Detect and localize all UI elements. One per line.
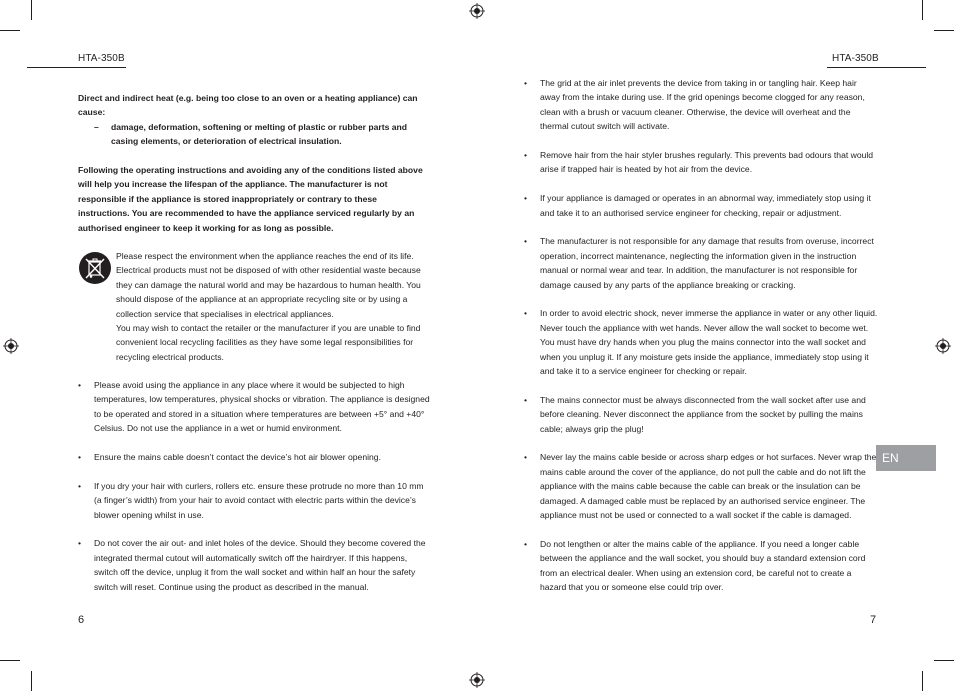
bullet-marker: • (78, 452, 82, 463)
list-item (524, 76, 878, 134)
model-header: HTA-350B (78, 53, 125, 64)
bullet-marker: • (524, 236, 528, 247)
dash-marker: – (94, 122, 99, 132)
bullet-marker: • (78, 480, 82, 491)
bullet-marker: • (524, 538, 528, 549)
bullet-marker: • (524, 193, 528, 204)
left-bullet-list (78, 378, 432, 608)
list-item-text: Do not lengthen or alter the mains cable of the appliance. If you need a longer cable between the appliance and the wall socket, you should buy a standard extension cord from an electrical dealer. When using an extension cord, be careful not to create a hazard that you or someone else could trip over. (540, 538, 866, 593)
list-item-text: Remove hair from the hair styler brushes regularly. This prevents bad odours that would arise if trapped hair is heated by hot air from the device. (540, 150, 874, 175)
list-item-text: The grid at the air inlet prevents the device from taking in or tangling hair. Keep hair away from the intake during use. If the grid openings become clogged for any reason, clean with a brush or vacuum cleaner. Otherwise, the device will overheat and the thermal cutout switch will activate. (540, 78, 865, 132)
list-item-text: Do not cover the air out- and inlet holes of the device. Should they become covered the integrated thermal cutout will automatically switch off the hairdryer. If this happens, switch off the device, unplug it from the wall socket and within half an hour the safety switch will reset. Continue using the product as described in the manual. (94, 538, 426, 592)
lifespan-paragraph: Following the operating instructions and avoiding any of the conditions listed above will help you increase the lifespan of the appliance. The manufacturer is not responsible if the appliance is stored inappropriately or contrary to these instructions. You are recommended to have the appliance serviced regularly by an authorised engineer to keep it working for as long as possible. (78, 165, 423, 233)
list-item-text: Ensure the mains cable doesn’t contact the device’s hot air blower opening. (94, 452, 381, 463)
bullet-marker: • (524, 308, 528, 319)
bullet-marker: • (524, 452, 528, 463)
retailer-paragraph: You may wish to contact the retailer or the manufacturer if you are unable to find convenient local recycling facilities as they have some legal responsibilities for recycling electrical products. (116, 323, 421, 362)
header-rule (827, 67, 926, 68)
list-item (524, 306, 878, 378)
list-item (524, 234, 878, 292)
list-item (78, 378, 432, 436)
environment-notice (116, 249, 430, 364)
list-item (78, 479, 432, 522)
heat-heading: Direct and indirect heat (e.g. being too close to an oven or a heating appliance) can cause: (78, 93, 418, 118)
page-number: 6 (78, 614, 85, 626)
list-item-text: Please avoid using the appliance in any place where it would be subjected to high temperatures, low temperatures, physical shocks or vibration. The appliance is designed to be operated and stored in a situation where temperatures are between +5° and +40° Celsius. Do not use the appliance in a wet or humid environment. (94, 380, 430, 434)
list-item (524, 537, 878, 595)
list-item-text: The manufacturer is not responsible for any damage that results from overuse, incorrect operation, incorrect maintenance, neglecting the information given in the instruction manual or normal wear and tear. In addition, the manufacturer is not responsible for damage caused by any parts of the appliance breaking or cracking. (540, 236, 874, 290)
bullet-marker: • (524, 394, 528, 405)
list-item (524, 393, 878, 436)
crossed-out-wheelie-bin-icon (79, 252, 111, 284)
list-item (524, 450, 878, 522)
right-bullet-list (524, 76, 878, 609)
header-rule (27, 67, 126, 68)
list-item (524, 191, 878, 220)
list-item-text: If you dry your hair with curlers, rollers etc. ensure these protrude no more than 10 mm (a finger’s width) from your hair to avoid contact with electric parts within the device’s blower opening whilst in use. (94, 480, 424, 520)
bullet-marker: • (524, 78, 528, 88)
list-item (78, 450, 432, 464)
model-header: HTA-350B (832, 53, 879, 64)
list-item (524, 148, 878, 177)
bullet-marker: • (524, 150, 528, 161)
right-page (477, 0, 954, 691)
list-item (78, 536, 432, 594)
list-item-text: Never lay the mains cable beside or across sharp edges or hot surfaces. Never wrap the mains cable around the cover of the appliance, do not pull the cable and do not lift the appliance with the mains cable because the cable can break or the insulation can be damaged. A damaged cable must be replaced by an authorised service engineer. The appliance must not be used or connected to a wall socket if the cable is damaged. (540, 452, 877, 521)
list-item-text: In order to avoid electric shock, never immerse the appliance in water or any other liquid. Never touch the appliance with wet hands. Never allow the wall socket to become wet. You must have dry hands when you plug the mains connector into the wall socket and when you unplug it. If any moisture gets inside the appliance, immediately stop using it and take it to a service engineer for checking or repair. (540, 308, 878, 377)
page-number: 7 (870, 614, 877, 626)
list-item-text: If your appliance is damaged or operates in an abnormal way, immediately stop using it and take it to an authorised service engineer for checking, repair or adjustment. (540, 193, 871, 218)
list-item-text: The mains connector must be always disconnected from the wall socket after use and before cleaning. Never disconnect the appliance from the socket by pulling the mains cable; always grip the plug! (540, 394, 866, 434)
heat-item (94, 120, 429, 149)
bullet-marker: • (78, 538, 82, 549)
language-tab: EN (876, 445, 936, 471)
heat-item-text: damage, deformation, softening or melting of plastic or rubber parts and casing elements, or deterioration of electrical insulation. (111, 122, 408, 147)
bullet-marker: • (78, 380, 82, 390)
environment-paragraph: Please respect the environment when the appliance reaches the end of its life. Electrical products must not be disposed of with other residential waste because they can damage the natural world and may be hazardous to human health. You should dispose of the appliance at an appropriate recycling site or by using a collection service that specialises in electrical appliances. (116, 251, 421, 319)
